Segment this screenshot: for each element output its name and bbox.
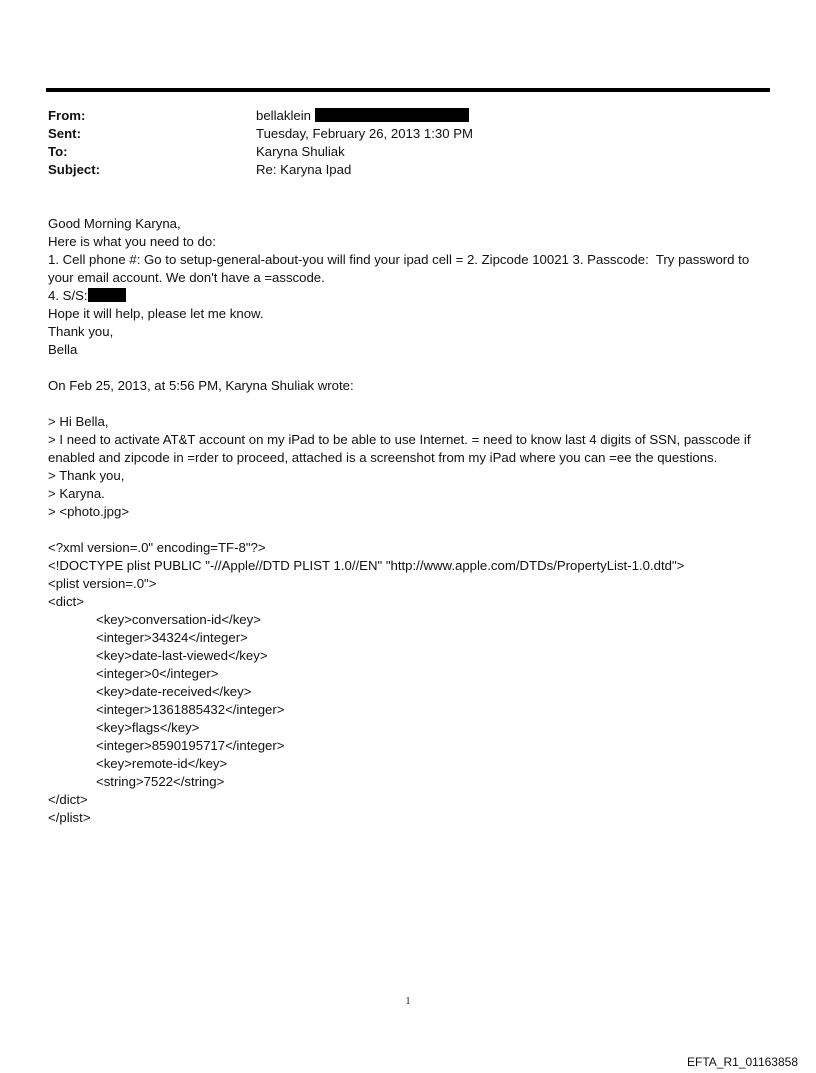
from-label: From: [48,108,86,123]
xml-line: <integer>0</integer> [96,666,219,681]
quoted-line: > Karyna. [48,486,105,501]
greeting: Good Morning Karyna, [48,216,181,231]
intro-line: Here is what you need to do: [48,234,216,249]
step-4-label: 4. S/S: [48,288,88,303]
sent-value: Tuesday, February 26, 2013 1:30 PM [256,126,473,141]
xml-line: <key>date-last-viewed</key> [96,648,268,663]
quoted-line: > I need to activate AT&T account on my iPad to be able to use Internet. = need to know last 4 digits of SSN, passcode if enabled and zipcode in =rder to proceed, attached is a screenshot from my iPad where you can =ee the questions. [48,432,755,465]
redaction-box [88,288,126,302]
sent-row [48,125,768,143]
page-number: 1 [405,996,411,1007]
from-sender: bellaklein [256,108,311,123]
sent-label: Sent: [48,126,81,141]
xml-line: <!DOCTYPE plist PUBLIC "-//Apple//DTD PLIST 1.0//EN" "http://www.apple.com/DTDs/PropertyList-1.0.dtd"> [48,558,685,573]
quote-header: On Feb 25, 2013, at 5:56 PM, Karyna Shuliak wrote: [48,378,354,393]
subject-row [48,161,768,179]
hope-line: Hope it will help, please let me know. [48,306,264,321]
step-4-line [48,287,768,305]
xml-line: <key>remote-id</key> [96,756,228,771]
xml-line: </dict> [48,792,88,807]
to-value: Karyna Shuliak [256,144,345,159]
xml-line: <integer>1361885432</integer> [96,702,285,717]
quoted-line: > Hi Bella, [48,414,109,429]
blank-line [48,395,768,413]
message-body [48,215,768,827]
from-row [48,107,768,125]
step-1-line: 1. Cell phone #: Go to setup-general-about-you will find your ipad cell = 2. Zipcode 10021 3. Passcode: Try password to your email account. We don't have a =asscode. [48,252,753,285]
blank-line [48,359,768,377]
xml-line: <key>date-received</key> [96,684,252,699]
to-label: To: [48,144,68,159]
xml-line: <key>conversation-id</key> [96,612,261,627]
xml-line: <integer>8590195717</integer> [96,738,285,753]
xml-line: <?xml version=.0" encoding=TF-8"?> [48,540,266,555]
subject-label: Subject: [48,162,101,177]
from-value [256,107,469,125]
xml-line: <plist version=.0"> [48,576,157,591]
thanks-line: Thank you, [48,324,114,339]
blank-line [48,521,768,539]
signature: Bella [48,342,78,357]
xml-line: <dict> [48,594,84,609]
to-row [48,143,768,161]
xml-line: </plist> [48,810,91,825]
quoted-line: > Thank you, [48,468,125,483]
document-id: EFTA_R1_01163858 [687,1055,798,1069]
header-divider [46,88,770,92]
xml-line: <integer>34324</integer> [96,630,248,645]
redaction-box [315,108,469,122]
xml-line: <key>flags</key> [96,720,200,735]
quoted-attachment: > <photo.jpg> [48,504,130,519]
xml-line: <string>7522</string> [96,774,225,789]
subject-value: Re: Karyna Ipad [256,162,352,177]
